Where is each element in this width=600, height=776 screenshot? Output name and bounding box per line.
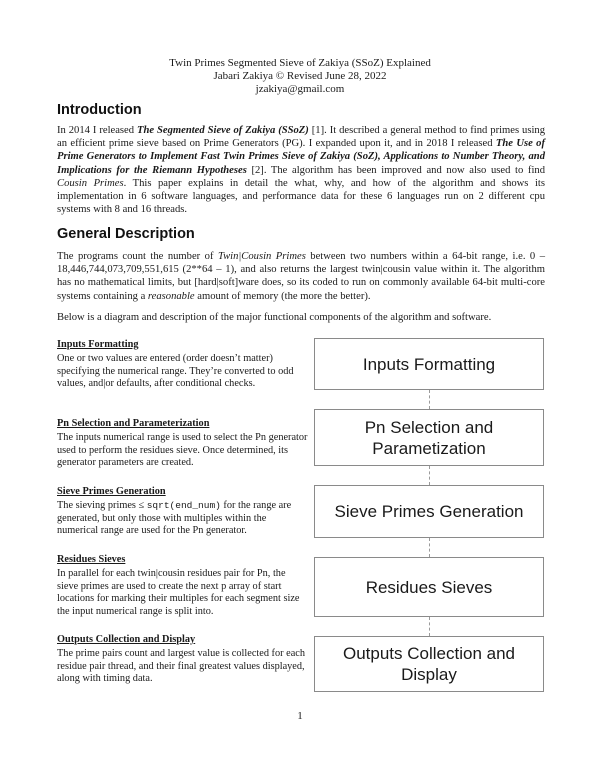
general-description-paragraph: The programs count the number of Twin|Cousin Primes between two numbers within a 64-bit range, i.e. 0 – 18,446,744,073,709,551,615 (2**64 – 1), and also returns the largest twin|cousin value within it. The algorithm has no mathematical limits, but [hard|soft]ware does, so its coded to run on commonly available 64-bit multi-core systems containing a reasonable amount of memory (the more the better). — [57, 251, 545, 302]
section-text: One or two values are entered (order doesn’t matter) specifying the numerical range. They’re converted to odd values, and|or defaults, after conditional checks. — [57, 352, 294, 390]
ref1-title: The Segmented Sieve of Zakiya (SSoZ) — [137, 125, 309, 136]
author-line: Jabari Zakiya © Revised June 28, 2022 — [213, 70, 387, 82]
diagram-box-inputs-formatting: Inputs Formatting — [314, 338, 544, 390]
diagram-box-residues-sieves: Residues Sieves — [314, 557, 544, 617]
section-pn-selection — [57, 418, 309, 470]
diagram-box-pn-selection: Pn Selection and Parametization — [314, 409, 544, 466]
document-title: Twin Primes Segmented Sieve of Zakiya (SSoZ) Explained — [169, 57, 431, 69]
section-title: Pn Selection and Parameterization — [57, 418, 210, 429]
section-text: The prime pairs count and largest value is collected for each residue pair thread, and their final greatest values displayed, along with timing data. — [57, 647, 305, 685]
introduction-paragraph: In 2014 I released The Segmented Sieve of Zakiya (SSoZ) [1]. It described a general method to find primes using an efficient prime sieve based on Prime Generators (PG). I expanded upon it, and in 2018 I released The Use of Prime Generators to Implement Fast Twin Primes Sieve of Zakiya (SoZ), Applications to Number Theory, and Implications for the Riemann Hypotheses [2]. The algorithm has been improved and now also used to find Cousin Primes. This paper explains in detail the what, why, and how of the algorithm and shows its implementation in 6 software languages, and performance data for these 6 languages run on 2 different cpu systems with 8 and 16 threads. — [57, 125, 545, 216]
section-title: Sieve Primes Generation — [57, 486, 166, 497]
section-title: Inputs Formatting — [57, 339, 139, 350]
diagram-connector — [429, 390, 430, 409]
section-sieve-primes — [57, 486, 309, 538]
diagram-connector — [429, 617, 430, 636]
diagram-connector — [429, 466, 430, 485]
general-description-heading: General Description — [57, 226, 195, 242]
section-outputs — [57, 634, 309, 686]
section-title: Outputs Collection and Display — [57, 634, 196, 645]
diagram-box-sieve-primes: Sieve Primes Generation — [314, 485, 544, 538]
ref2-title: The Use of Prime Generators to Implement Fast Twin Primes Sieve of Zakiya (SoZ), Applications to Number Theory, and Implications for the Riemann Hypotheses — [57, 138, 545, 176]
diagram-box-outputs: Outputs Collection and Display — [314, 636, 544, 692]
section-text: The sieving primes ≤ sqrt(end_num) for the range are generated, but only those with multiples within the numerical range are used for the Pn generator. — [57, 499, 292, 537]
introduction-heading: Introduction — [57, 102, 142, 118]
section-text: The inputs numerical range is used to select the Pn generator used to perform the residues sieve. Once determined, its generator parameters are created. — [57, 431, 308, 469]
section-residues-sieves — [57, 554, 309, 619]
diagram-connector — [429, 538, 430, 557]
author-email: jzakiya@gmail.com — [255, 83, 345, 95]
page-number: 1 — [297, 710, 303, 722]
section-text: In parallel for each twin|cousin residues pair for Pn, the sieve primes are used to create the next p array of start locations for marking their multiples for each segment size the input numerical range is split into. — [57, 567, 300, 618]
section-inputs-formatting — [57, 339, 309, 391]
diagram-intro-paragraph: Below is a diagram and description of the major functional components of the algorithm and software. — [57, 312, 492, 323]
section-title: Residues Sieves — [57, 554, 126, 565]
